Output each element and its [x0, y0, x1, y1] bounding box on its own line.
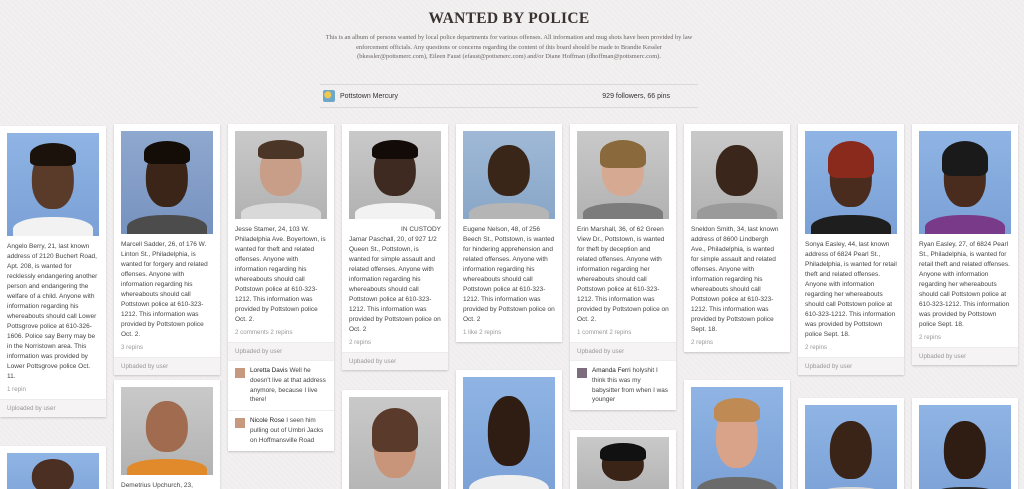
owner-name[interactable]: Pottstown Mercury: [340, 92, 398, 100]
pin-photo[interactable]: [577, 437, 669, 489]
pin-comment: [228, 360, 334, 410]
pin-man-photo[interactable]: [456, 370, 562, 489]
pin-description: Eugene Nelson, 48, of 256 Beech St., Pottstown, is wanted for hindering apprehension and related offenses. Anyone with information regarding his whereabouts should call Pottstown police at 610-323-1212. This information was provided by Pottstown police on Oct. 2: [463, 226, 555, 323]
comment-text: holyshit I think this was my babysitter from when I was younger: [592, 367, 669, 404]
pin-sonya-easley[interactable]: [798, 124, 904, 375]
pin-description: Sneldon Smith, 34, last known address of 8600 Lindbergh Ave., Philadelphia, is wanted for simple assault and related offenses. Anyone with information regarding his whereabouts should call Pottstown police at 610-323-1212. This information was provided by Pottstown police Sept. 18.: [691, 226, 779, 333]
pin-marcell-sadder[interactable]: [114, 124, 220, 375]
pin-footer: Upbaded by user: [228, 342, 334, 360]
pin-footer: Upbaded by user: [912, 347, 1018, 365]
pin-photo[interactable]: [349, 397, 441, 489]
pin-photo[interactable]: [805, 131, 897, 234]
pin-man-photo-3[interactable]: [912, 398, 1018, 489]
pin-stats[interactable]: 1 comment 2 repins: [577, 329, 632, 336]
pin-stats[interactable]: 1 like 2 repins: [463, 329, 502, 336]
pin-photo[interactable]: [7, 453, 99, 489]
pin-photo[interactable]: [691, 387, 783, 489]
commenter-avatar[interactable]: [577, 368, 587, 378]
pin-stats[interactable]: 2 repins: [349, 339, 372, 346]
commenter-name[interactable]: Amanda Ferri: [592, 367, 631, 374]
pin-description: Erin Marshall, 36, of 62 Green View Dr., Pottstown, is wanted for theft by deception and related offenses. Anyone with information regarding her whereabouts should call Pottstown police at 610-323-1212. This information was provided by Pottstown police on Oct. 2.: [577, 226, 669, 323]
comment-text: Well he doesn't live at that address anymore, because I live there!: [250, 367, 326, 404]
pin-footer: Upbaded by user: [114, 357, 220, 375]
pin-footer: Upbaded by user: [798, 357, 904, 375]
pin-photo[interactable]: [7, 133, 99, 236]
pin-eugene-nelson[interactable]: [456, 124, 562, 342]
board-description: This is an album of persons wanted by local police departments for various offenses. All information and mug shots have been provided by law enforcement officials. Any questions or concerns regarding the content of this board should be made to Brandie Kessler (bkessler@pottsmerc.com), Eileen Faust (efaust@pottsmerc.com) and/or Diane Hoffman (dhoffman@pottsmerc.com).: [325, 34, 693, 61]
pin-woman-photo-2[interactable]: [570, 430, 676, 489]
pin-photo[interactable]: [349, 131, 441, 219]
pin-description: Angelo Berry, 21, last known address of 2120 Buchert Road, Apt. 208, is wanted for recklessly endangering another person and endangering the welfare of a child. Anyone with information regarding his whereabouts should call Lower Pottsgrove police at 610-326-1606. Police say Berry may be in the Norristown area. This information was provided by Lower Pottsgrove police Oct. 11.: [7, 243, 98, 380]
pin-stats[interactable]: 3 repins: [121, 344, 144, 351]
pin-footer: Uploaded by user: [0, 399, 106, 417]
pin-photo[interactable]: [805, 405, 897, 489]
pin-erin-marshall[interactable]: [570, 124, 676, 410]
pin-photo[interactable]: [577, 131, 669, 219]
board-owner-bar: [320, 84, 698, 108]
commenter-avatar[interactable]: [235, 418, 245, 428]
pin-jamar-paschall[interactable]: [342, 124, 448, 370]
pin-stats[interactable]: 2 repins: [691, 339, 714, 346]
board-header: [320, 0, 698, 110]
pin-man-glasses[interactable]: [684, 380, 790, 489]
pin-comment: [570, 360, 676, 410]
commenter-name[interactable]: Nicole Rose: [250, 417, 285, 425]
pin-description: Marcell Sadder, 26, of 176 W. Linton St., Philadelphia, is wanted for forgery and related offenses. Anyone with information regarding his whereabouts should call Pottstown police at 610-323-1212. This information was provided by Pottstown police Oct. 2.: [121, 241, 208, 338]
pin-photo[interactable]: [121, 387, 213, 475]
pin-sneldon-smith[interactable]: [684, 124, 790, 352]
pin-photo[interactable]: [121, 131, 213, 234]
pin-demetrius-upchurch[interactable]: [114, 380, 220, 489]
pin-footer: Upbaded by user: [570, 342, 676, 360]
pin-photo[interactable]: [235, 131, 327, 219]
pin-description: Sonya Easley, 44, last known address of 6824 Pearl St., Philadelphia, is wanted for retail theft and related offenses. Anyone with information regarding her whereabouts should call Pottstown police at 610-323-1212. This information was provided by Pottstown police Sept. 18.: [805, 241, 897, 338]
board-stats: 929 followers, 66 pins: [602, 92, 670, 100]
pin-photo[interactable]: [463, 377, 555, 489]
pin-woman-photo[interactable]: [342, 390, 448, 489]
pin-photo[interactable]: [691, 131, 783, 219]
pin-stats[interactable]: 2 comments 2 repins: [235, 329, 293, 336]
comment-text: I seen him pulling out of Umbri Jacks on Hoffmansville Road: [250, 417, 324, 444]
pin-description-text: Jamar Paschall, 20, of 927 1/2 Queen St., Pottstown, is wanted for simple assault and related offenses. Anyone with information regarding his whereabouts should call Pottstown police at 610-323-1212. This information was provided by Pottstown police on Oct. 2: [349, 236, 441, 333]
pin-description: Ryan Easley, 27, of 6824 Pearl St., Philadelphia, is wanted for retail theft and related offenses. Anyone with information regarding her whereabouts should call Pottstown police at 610-323-1212. This information was provided by Pottstown police Sept. 18.: [919, 241, 1010, 328]
pin-partial[interactable]: [0, 446, 106, 489]
pin-description: [342, 219, 448, 335]
pin-stats[interactable]: 2 repins: [805, 344, 828, 351]
pin-jesse-stamer[interactable]: [228, 124, 334, 451]
pin-man-photo-2[interactable]: [798, 398, 904, 489]
commenter-name[interactable]: Loretta Davis: [250, 367, 288, 374]
pin-ryan-easley[interactable]: [912, 124, 1018, 365]
pin-footer: Upbaded by user: [342, 352, 448, 370]
pin-stats[interactable]: 2 repins: [919, 334, 942, 341]
pin-photo[interactable]: [463, 131, 555, 219]
owner-avatar[interactable]: [323, 90, 335, 102]
pin-angelo-berry[interactable]: [0, 126, 106, 417]
pin-description: Demetrius Upchurch, 23,: [121, 482, 193, 489]
pin-description: Jesse Stamer, 24, 103 W. Philadelphia Ave. Boyertown, is wanted for theft and related offenses. Anyone with information regarding his whereabouts should call Pottstown police at 610-323-1212. This information was provided by Pottstown police Oct. 2.: [235, 226, 326, 323]
pin-photo[interactable]: [919, 131, 1011, 234]
pin-stats[interactable]: 1 repin: [7, 386, 26, 393]
pin-comment: [228, 410, 334, 450]
board-title: WANTED BY POLICE: [428, 10, 590, 27]
custody-label: IN CUSTODY: [401, 226, 441, 233]
commenter-avatar[interactable]: [235, 368, 245, 378]
pin-photo[interactable]: [919, 405, 1011, 489]
